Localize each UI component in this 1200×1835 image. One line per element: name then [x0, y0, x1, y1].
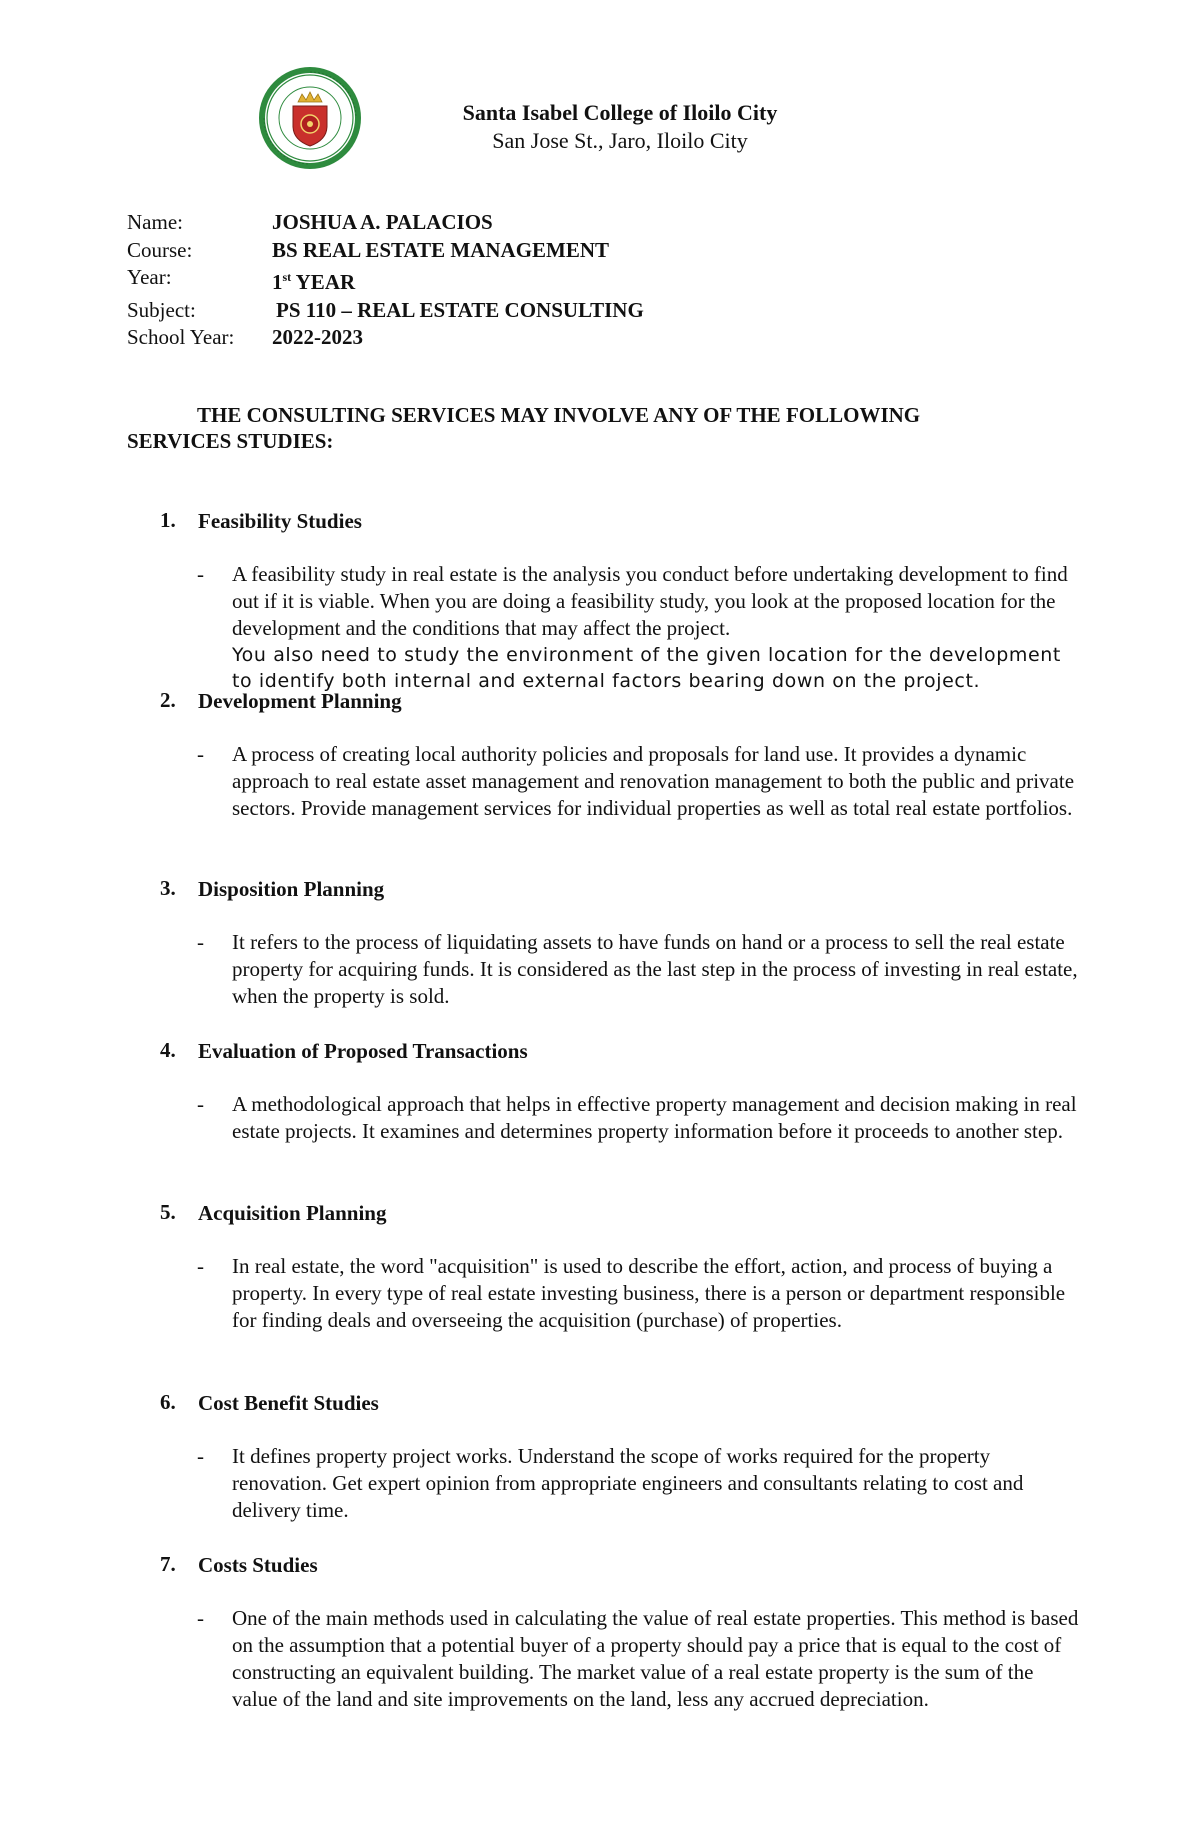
- school-name: Santa Isabel College of Iloilo City: [462, 100, 778, 125]
- school-address: San Jose St., Jaro, Iloilo City: [492, 128, 748, 153]
- school-year-label: School Year:: [127, 325, 235, 349]
- service-title: Development Planning: [198, 689, 402, 713]
- subject-label: Subject:: [127, 297, 196, 322]
- name-label: Name:: [127, 210, 183, 234]
- service-description: [197, 561, 1080, 694]
- bullet-dash: -: [197, 1092, 204, 1116]
- school-year-value: 2022-2023: [272, 325, 363, 349]
- service-description: [197, 1253, 1080, 1334]
- service-number: 4.: [160, 1038, 176, 1062]
- service-description-text: A process of creating local authority policies and proposals for land use. It provides a dynamic approach to real estate asset management and renovation management to both the public and private sectors. Provide management services for individual properties as well as total real estate portfolios.: [232, 742, 1075, 820]
- service-number: 6.: [160, 1390, 176, 1414]
- service-description: [197, 1091, 1080, 1145]
- intro-heading: THE CONSULTING SERVICES MAY INVOLVE ANY OF THE FOLLOWING SERVICES STUDIES:: [127, 403, 921, 453]
- year-word: YEAR: [291, 270, 356, 294]
- bullet-dash: -: [197, 1254, 204, 1278]
- service-item: [160, 508, 1080, 692]
- service-title: Costs Studies: [198, 1553, 318, 1577]
- service-item: [160, 1552, 1080, 1713]
- year-number: 1: [272, 270, 283, 294]
- course-row: [127, 237, 644, 265]
- service-number: 5.: [160, 1200, 176, 1224]
- service-title: Acquisition Planning: [198, 1201, 387, 1225]
- year-row: [127, 264, 644, 297]
- bullet-dash: -: [197, 742, 204, 766]
- service-title: Feasibility Studies: [198, 509, 362, 533]
- service-description: [197, 1443, 1080, 1524]
- service-description-extra: You also need to study the environment of the given location for the development to identify both internal and external factors bearing down on the project.: [232, 644, 1061, 692]
- service-item: [160, 1200, 1080, 1390]
- service-description-text: It refers to the process of liquidating assets to have funds on hand or a process to sell the real estate property for acquiring funds. It is considered as the last step in the process of investing in real estate, when the property is sold.: [232, 930, 1078, 1008]
- name-value: JOSHUA A. PALACIOS: [272, 210, 493, 234]
- year-ordinal: st: [282, 270, 292, 284]
- bullet-dash: -: [197, 562, 204, 586]
- course-value: BS REAL ESTATE MANAGEMENT: [272, 237, 610, 262]
- school-seal-logo: [258, 66, 362, 170]
- service-description: [197, 1605, 1080, 1713]
- service-title: Disposition Planning: [198, 877, 385, 901]
- service-number: 2.: [160, 688, 176, 712]
- service-item: [160, 1390, 1080, 1552]
- service-description-text: A methodological approach that helps in effective property management and decision making in real estate projects. It examines and determines property information before it proceeds to another step.: [232, 1092, 1077, 1143]
- service-description-text: It defines property project works. Understand the scope of works required for the property renovation. Get expert opinion from appropriate engineers and consultants relating to cost and delivery time.: [232, 1444, 1024, 1522]
- service-number: 7.: [160, 1552, 176, 1576]
- service-item: [160, 688, 1080, 876]
- service-title: Cost Benefit Studies: [198, 1391, 379, 1415]
- service-title: Evaluation of Proposed Transactions: [198, 1039, 528, 1063]
- bullet-dash: -: [197, 1444, 204, 1468]
- year-value: [272, 264, 355, 297]
- course-label: Course:: [127, 237, 193, 262]
- bullet-dash: -: [197, 1606, 204, 1630]
- year-label: Year:: [127, 265, 172, 289]
- service-description: [197, 741, 1080, 822]
- subject-row: [127, 297, 644, 325]
- services-list: [160, 508, 1080, 1713]
- service-number: 1.: [160, 508, 176, 532]
- school-year-row: [127, 324, 644, 352]
- service-description-text: One of the main methods used in calculating the value of real estate properties. This method is based on the assumption that a potential buyer of a property should pay a price that is equal to the cost of constructing an equivalent building. The market value of a real estate property is the sum of the value of the land and site improvements on the land, less any accrued depreciation.: [232, 1606, 1079, 1711]
- service-item: [160, 1038, 1080, 1200]
- service-item: [160, 876, 1080, 1038]
- student-info: [127, 209, 644, 352]
- service-description-text: In real estate, the word "acquisition" is used to describe the effort, action, and process of buying a property. In every type of real estate investing business, there is a person or department responsible for finding deals and overseeing the acquisition (purchase) of properties.: [232, 1254, 1066, 1332]
- service-description: [197, 929, 1080, 1010]
- service-number: 3.: [160, 876, 176, 900]
- service-description-text: A feasibility study in real estate is the analysis you conduct before undertaking development to find out if it is viable. When you are doing a feasibility study, you look at the proposed location for the development and the conditions that may affect the project.: [232, 562, 1068, 640]
- subject-value: PS 110 – REAL ESTATE CONSULTING: [276, 297, 644, 322]
- bullet-dash: -: [197, 930, 204, 954]
- name-row: [127, 209, 644, 237]
